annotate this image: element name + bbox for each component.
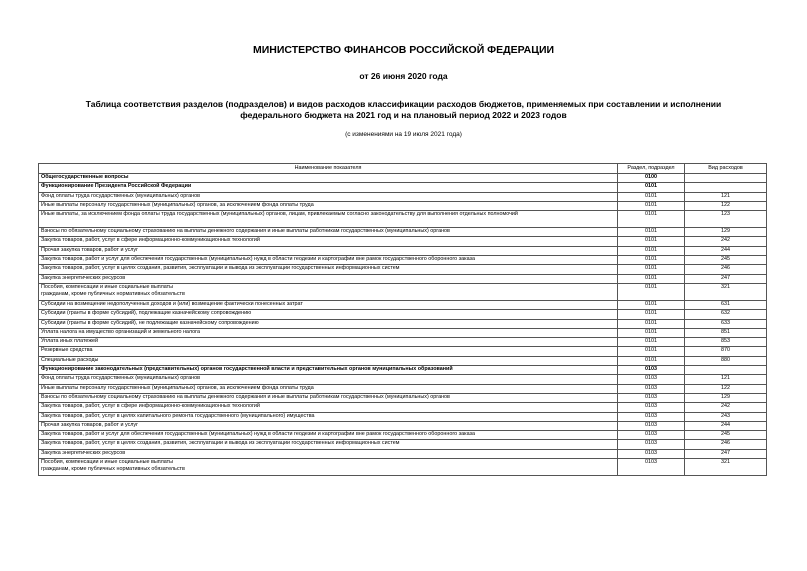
document-date: от 26 июня 2020 года: [359, 71, 448, 81]
cell-kind: 321: [685, 283, 767, 300]
table-row: [39, 338, 767, 347]
column-header-name: Наименование показателя: [39, 164, 618, 174]
table-row: [39, 192, 767, 201]
cell-section: 0101: [618, 319, 685, 328]
cell-name: Закупка товаров, работ и услуг для обеспечения государственных (муниципальных) нужд в области геодезии и картографии вне рамок государственного оборонного заказа: [39, 431, 618, 440]
cell-section: 0101: [618, 246, 685, 255]
cell-kind: 632: [685, 310, 767, 319]
cell-name: Пособия, компенсации и иные социальные выплаты гражданам, кроме публичных нормативных обязательств: [39, 459, 618, 476]
cell-section: 0101: [618, 283, 685, 300]
cell-kind: 247: [685, 449, 767, 458]
cell-section: 0103: [618, 366, 685, 375]
column-header-section: Раздел, подраздел: [618, 164, 685, 174]
cell-kind: 870: [685, 347, 767, 356]
cell-kind: 321: [685, 459, 767, 476]
cell-section: 0103: [618, 412, 685, 421]
cell-section: 0101: [618, 256, 685, 265]
cell-kind: 880: [685, 356, 767, 365]
table-row: [39, 246, 767, 255]
cell-kind: 246: [685, 265, 767, 274]
cell-name: Фонд оплаты труда государственных (муниципальных) органов: [39, 192, 618, 201]
table-header-row: [39, 164, 767, 174]
table-row: [39, 421, 767, 430]
cell-kind: 247: [685, 274, 767, 283]
table-row: [39, 237, 767, 246]
cell-kind: 121: [685, 375, 767, 384]
classification-table: [38, 163, 767, 476]
cell-name: Закупка товаров, работ, услуг в целях создания, развития, эксплуатации и вывода из эксплуатации государственных информационных систем: [39, 440, 618, 449]
cell-kind: 129: [685, 393, 767, 402]
cell-name: Субсидии (гранты в форме субсидий), подлежащие казначейскому сопровождению: [39, 310, 618, 319]
cell-section: 0101: [618, 228, 685, 237]
table-row: [39, 366, 767, 375]
table-row: [39, 201, 767, 210]
cell-kind: 122: [685, 201, 767, 210]
cell-kind: 245: [685, 431, 767, 440]
cell-section: 0101: [618, 338, 685, 347]
table-row: [39, 393, 767, 402]
cell-kind: [685, 366, 767, 375]
cell-kind: 245: [685, 256, 767, 265]
cell-name: Взносы по обязательному социальному страхованию на выплаты денежного содержания и иные выплаты работникам государственных (муниципальных) органов: [39, 393, 618, 402]
cell-section: 0101: [618, 356, 685, 365]
cell-section: 0103: [618, 431, 685, 440]
cell-name: Закупка товаров, работ, услуг в целях создания, развития, эксплуатации и вывода из эксплуатации государственных информационных систем: [39, 265, 618, 274]
table-row: [39, 449, 767, 458]
table-row: [39, 211, 767, 228]
cell-name: Закупка энергетических ресурсов: [39, 449, 618, 458]
cell-section: 0103: [618, 384, 685, 393]
table-row: [39, 228, 767, 237]
cell-kind: 633: [685, 319, 767, 328]
cell-kind: 246: [685, 440, 767, 449]
table-row: [39, 256, 767, 265]
cell-kind: [685, 174, 767, 183]
cell-section: 0103: [618, 449, 685, 458]
cell-kind: 244: [685, 421, 767, 430]
cell-name: Иные выплаты, за исключением фонда оплаты труда государственных (муниципальных) органов, лицам, привлекаемым согласно законодательству для выполнения отдельных полномочий: [39, 211, 618, 228]
cell-name: Специальные расходы: [39, 356, 618, 365]
cell-name: Уплата налога на имущество организаций и земельного налога: [39, 328, 618, 337]
cell-name: Закупка товаров, работ и услуг для обеспечения государственных (муниципальных) нужд в области геодезии и картографии вне рамок государственного оборонного заказа: [39, 256, 618, 265]
document-title: Таблица соответствия разделов (подразделов) и видов расходов классификации расходов бюджетов, применяемых при составлении и исполнении федерального бюджета на 2021 год и на плановый период 2022 и 2023 годов: [85, 99, 722, 120]
cell-section: 0101: [618, 328, 685, 337]
cell-section: 0101: [618, 183, 685, 192]
cell-section: 0101: [618, 211, 685, 228]
cell-kind: 123: [685, 211, 767, 228]
table-row: [39, 183, 767, 192]
cell-section: 0101: [618, 192, 685, 201]
cell-section: 0103: [618, 375, 685, 384]
cell-name: Общегосударственные вопросы: [39, 174, 618, 183]
cell-kind: 243: [685, 412, 767, 421]
cell-name: Фонд оплаты труда государственных (муниципальных) органов: [39, 375, 618, 384]
cell-name: Пособия, компенсации и иные социальные выплаты гражданам, кроме публичных нормативных обязательств: [39, 283, 618, 300]
cell-kind: 631: [685, 300, 767, 309]
column-header-kind: Вид расходов: [685, 164, 767, 174]
cell-section: 0101: [618, 201, 685, 210]
table-row: [39, 174, 767, 183]
cell-section: 0100: [618, 174, 685, 183]
cell-name: Функционирование Президента Российской Федерации: [39, 183, 618, 192]
table-row: [39, 440, 767, 449]
cell-name: Прочая закупка товаров, работ и услуг: [39, 421, 618, 430]
cell-name: Иные выплаты персоналу государственных (муниципальных) органов, за исключением фонда оплаты труда: [39, 201, 618, 210]
table-row: [39, 431, 767, 440]
cell-name: Закупка товаров, работ, услуг в сфере информационно-коммуникационных технологий: [39, 403, 618, 412]
cell-name: Закупка товаров, работ, услуг в целях капитального ремонта государственного (муниципального) имущества: [39, 412, 618, 421]
cell-kind: 853: [685, 338, 767, 347]
table-row: [39, 265, 767, 274]
cell-name: Резервные средства: [39, 347, 618, 356]
table-row: [39, 347, 767, 356]
cell-kind: 122: [685, 384, 767, 393]
cell-kind: [685, 183, 767, 192]
cell-name: Взносы по обязательному социальному страхованию на выплаты денежного содержания и иные выплаты работникам государственных (муниципальных) органов: [39, 228, 618, 237]
cell-kind: 242: [685, 403, 767, 412]
cell-kind: 242: [685, 237, 767, 246]
cell-name: Закупка товаров, работ, услуг в сфере информационно-коммуникационных технологий: [39, 237, 618, 246]
cell-name: Уплата иных платежей: [39, 338, 618, 347]
table-row: [39, 310, 767, 319]
cell-kind: 244: [685, 246, 767, 255]
table-row: [39, 375, 767, 384]
table-row: [39, 283, 767, 300]
table-row: [39, 319, 767, 328]
table-row: [39, 459, 767, 476]
cell-section: 0103: [618, 393, 685, 402]
ministry-heading: МИНИСТЕРСТВО ФИНАНСОВ РОССИЙСКОЙ ФЕДЕРАЦИИ: [252, 44, 555, 56]
cell-section: 0103: [618, 403, 685, 412]
amendment-note: (с изменениями на 19 июля 2021 года): [345, 131, 462, 138]
cell-kind: 851: [685, 328, 767, 337]
cell-name: Субсидии на возмещение недополученных доходов и (или) возмещение фактически понесенных затрат: [39, 300, 618, 309]
cell-section: 0103: [618, 421, 685, 430]
table-row: [39, 403, 767, 412]
table-row: [39, 300, 767, 309]
cell-section: 0101: [618, 274, 685, 283]
cell-name: Иные выплаты персоналу государственных (муниципальных) органов, за исключением фонда оплаты труда: [39, 384, 618, 393]
table-row: [39, 328, 767, 337]
table-row: [39, 274, 767, 283]
cell-section: 0101: [618, 265, 685, 274]
cell-section: 0103: [618, 459, 685, 476]
table-row: [39, 384, 767, 393]
cell-section: 0101: [618, 237, 685, 246]
cell-section: 0101: [618, 310, 685, 319]
cell-name: Субсидии (гранты в форме субсидий), не подлежащие казначейскому сопровождению: [39, 319, 618, 328]
cell-name: Функционирование законодательных (представительных) органов государственной власти и представительных органов муниципальных образований: [39, 366, 618, 375]
table-row: [39, 356, 767, 365]
cell-section: 0101: [618, 347, 685, 356]
cell-kind: 121: [685, 192, 767, 201]
cell-section: 0103: [618, 440, 685, 449]
table-row: [39, 412, 767, 421]
cell-kind: 129: [685, 228, 767, 237]
cell-section: 0101: [618, 300, 685, 309]
cell-name: Прочая закупка товаров, работ и услуг: [39, 246, 618, 255]
cell-name: Закупка энергетических ресурсов: [39, 274, 618, 283]
